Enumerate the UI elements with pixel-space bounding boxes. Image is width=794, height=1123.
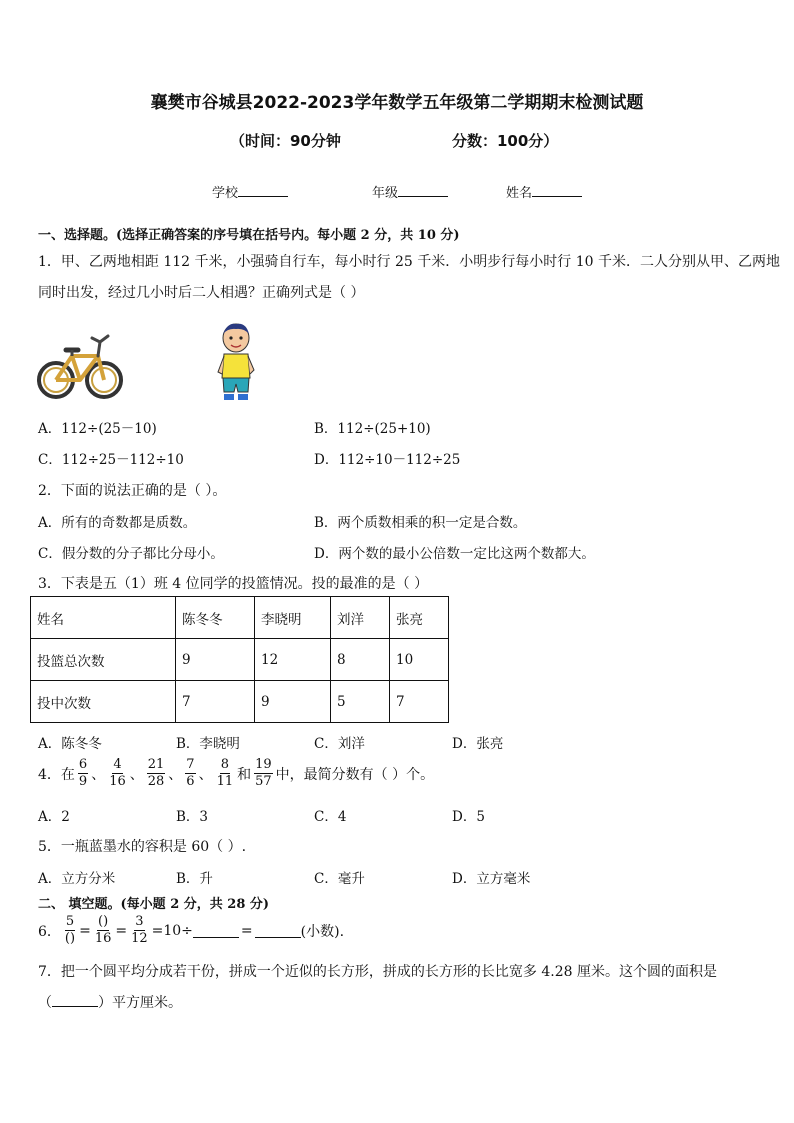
name-label: 姓名 (506, 186, 533, 201)
numerator: 21 (147, 757, 165, 772)
table-header-cell: 陈冬冬 (176, 597, 255, 639)
equals-sign: = (79, 922, 91, 939)
q7-unit: ）平方厘米。 (98, 995, 182, 1011)
q4-option-d[interactable]: D．5 (452, 809, 485, 825)
q6-suffix: (小数). (300, 923, 345, 940)
q2-option-a[interactable]: A．所有的奇数都是质数。 (38, 515, 197, 531)
table-cell: 9 (176, 639, 255, 681)
grade-field[interactable] (372, 182, 448, 201)
fraction (147, 757, 166, 790)
q3-option-a[interactable]: A．陈冬冬 (38, 736, 102, 752)
separator: 、 (168, 766, 183, 783)
exam-score: 分数：100分） (452, 132, 559, 150)
fraction (254, 757, 273, 790)
denominator: 57 (255, 774, 272, 789)
table-header-cell: 李晓明 (255, 597, 331, 639)
table-cell: 7 (176, 681, 255, 723)
q5-option-b[interactable]: B．升 (176, 871, 213, 887)
numerator-blank[interactable]: () (98, 914, 109, 929)
separator: 、 (91, 766, 106, 783)
denominator: 6 (186, 774, 195, 789)
numerator: 19 (255, 757, 272, 772)
answer-blank[interactable] (193, 923, 239, 938)
q2-option-b[interactable]: B．两个质数相乘的积一定是合数。 (314, 515, 527, 531)
equals-sign: = (115, 922, 128, 939)
table-cell: 投篮总次数 (31, 639, 176, 681)
q3-option-d[interactable]: D．张亮 (452, 736, 504, 752)
q1-option-b[interactable]: B．112÷(25+10) (314, 421, 431, 437)
table-header-row (31, 597, 449, 639)
table-cell: 7 (390, 681, 449, 723)
table-cell: 投中次数 (31, 681, 176, 723)
answer-blank[interactable] (52, 992, 98, 1007)
exam-time: （时间：90分钟 (230, 132, 341, 150)
separator: 、 (198, 766, 213, 783)
grade-label: 年级 (372, 186, 399, 201)
table-cell: 9 (255, 681, 331, 723)
q4-option-b[interactable]: B．3 (176, 809, 209, 825)
name-blank[interactable] (532, 196, 582, 197)
denominator: 11 (216, 774, 234, 789)
numerator: 6 (78, 757, 88, 772)
separator: 、 (129, 766, 144, 783)
q7-stem-line2 (38, 992, 182, 1012)
equals-sign: = (240, 922, 253, 939)
school-field[interactable] (212, 182, 288, 201)
table-header-cell: 刘洋 (331, 597, 390, 639)
denominator: 9 (78, 774, 88, 789)
section2-heading: 二、 填空题。(每小题 2 分，共 28 分) (38, 897, 270, 912)
and-word: 和 (237, 766, 252, 783)
q4-suffix: 中，最简分数有（ ）个。 (275, 766, 435, 783)
paren-open: （ (38, 995, 52, 1011)
numerator: 3 (135, 914, 144, 929)
q3-option-b[interactable]: B．李晓明 (176, 736, 240, 752)
denominator: 16 (94, 931, 112, 946)
q1-stem-line1: 1．甲、乙两地相距 112 千米，小强骑自行车，每小时行 25 千米．小明步行每小时行 10 千米．二人分别从甲、乙两地 (38, 254, 780, 270)
q4-option-a[interactable]: A．2 (38, 809, 70, 825)
fraction (64, 914, 76, 947)
q1-option-a[interactable]: A．112÷(25－10) (38, 421, 157, 437)
fraction (130, 914, 149, 947)
table-row (31, 681, 449, 723)
q1-option-d[interactable]: D．112÷10－112÷25 (314, 452, 461, 468)
q3-stem: 3．下表是五（1）班 4 位同学的投篮情况。投的最准的是（ ） (38, 576, 429, 592)
q5-option-c[interactable]: C．毫升 (314, 871, 365, 887)
table-header-cell: 姓名 (31, 597, 176, 639)
answer-blank[interactable] (255, 923, 301, 938)
school-label: 学校 (212, 186, 239, 201)
grade-blank[interactable] (398, 196, 448, 197)
q7-stem-line1: 7．把一个圆平均分成若干份，拼成一个近似的长方形，拼成的长方形的长比宽多 4.28 厘米。这个圆的面积是 (38, 964, 717, 980)
q4-option-c[interactable]: C．4 (314, 809, 347, 825)
q2-option-c[interactable]: C．假分数的分子都比分母小。 (38, 546, 224, 562)
school-blank[interactable] (238, 196, 288, 197)
numerator: 4 (113, 757, 122, 772)
table-cell: 5 (331, 681, 390, 723)
section1-heading: 一、选择题。(选择正确答案的序号填在括号内。每小题 2 分，共 10 分) (38, 228, 460, 243)
fraction (185, 757, 195, 790)
bicycle-icon (36, 326, 124, 402)
division-part: =10÷ (151, 922, 193, 939)
page-title: 襄樊市谷城县2022-2023学年数学五年级第二学期期末检测试题 (150, 93, 644, 113)
q6-stem (38, 914, 344, 947)
q2-stem: 2．下面的说法正确的是（ ）。 (38, 483, 227, 499)
fraction (94, 914, 113, 947)
q6-prefix: 6． (38, 923, 61, 940)
table-cell: 12 (255, 639, 331, 681)
q5-option-a[interactable]: A．立方分米 (38, 871, 116, 887)
denominator: 16 (109, 774, 126, 789)
q3-option-c[interactable]: C．刘洋 (314, 736, 365, 752)
basketball-table (30, 596, 449, 723)
boy-icon (214, 322, 258, 404)
q1-option-c[interactable]: C．112÷25－112÷10 (38, 452, 184, 468)
q1-stem-line2: 同时出发，经过几小时后二人相遇？正确列式是（ ） (38, 285, 365, 301)
q4-stem (38, 757, 434, 790)
q4-prefix: 4．在 (38, 766, 75, 783)
q2-option-d[interactable]: D．两个数的最小公倍数一定比这两个数都大。 (314, 546, 595, 562)
q5-option-d[interactable]: D．立方毫米 (452, 871, 531, 887)
table-row (31, 639, 449, 681)
numerator: 8 (220, 757, 229, 772)
denominator-blank[interactable]: () (64, 931, 76, 946)
fraction (216, 757, 235, 790)
numerator: 5 (65, 914, 75, 929)
denominator: 12 (131, 931, 148, 946)
name-field[interactable] (506, 182, 582, 201)
denominator: 28 (147, 774, 165, 789)
fraction (108, 757, 127, 790)
fraction (78, 757, 88, 790)
table-cell: 10 (390, 639, 449, 681)
table-cell: 8 (331, 639, 390, 681)
q5-stem: 5．一瓶蓝墨水的容积是 60（ ）. (38, 839, 247, 855)
numerator: 7 (186, 757, 195, 772)
table-header-cell: 张亮 (390, 597, 449, 639)
